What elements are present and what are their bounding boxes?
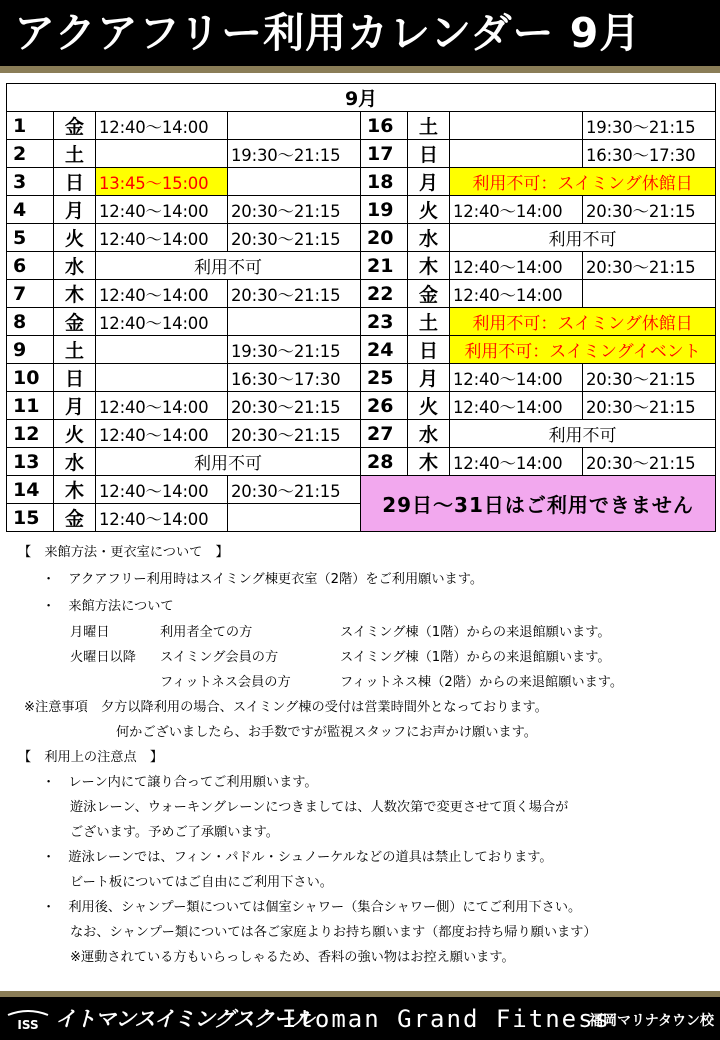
calendar-slot-afternoon: 12:40～14:00 bbox=[450, 252, 583, 280]
access-route-fitness-2f: フィットネス棟（2階）からの来退館願います。 bbox=[340, 675, 624, 690]
calendar-day-number: 15 bbox=[7, 504, 54, 532]
calendar-weekday: 土 bbox=[54, 140, 96, 168]
access-day-monday: 月曜日 bbox=[70, 625, 110, 640]
usage-note-2b: ビート板についてはご自由にご利用下さい。 bbox=[70, 875, 333, 890]
calendar-slot-afternoon: 12:40～14:00 bbox=[96, 196, 228, 224]
calendar-unavailable: 利用不可 bbox=[450, 224, 716, 252]
calendar-weekday: 火 bbox=[408, 392, 450, 420]
calendar-weekday: 金 bbox=[408, 280, 450, 308]
calendar-weekday: 土 bbox=[54, 336, 96, 364]
calendar-slot-afternoon: 12:40～14:00 bbox=[96, 112, 228, 140]
access-who-all: 利用者全ての方 bbox=[160, 625, 253, 640]
calendar-slot-afternoon: 12:40～14:00 bbox=[450, 448, 583, 476]
calendar-weekday: 水 bbox=[54, 448, 96, 476]
calendar-row bbox=[7, 280, 716, 308]
calendar-slot-evening: 19:30～21:15 bbox=[583, 112, 716, 140]
calendar-slot-evening: 19:30～21:15 bbox=[228, 336, 361, 364]
calendar-weekday: 水 bbox=[408, 420, 450, 448]
calendar-weekday: 火 bbox=[408, 196, 450, 224]
calendar-slot-afternoon: 12:40～14:00 bbox=[96, 224, 228, 252]
calendar-slot-afternoon: 12:40～14:00 bbox=[96, 308, 228, 336]
calendar-slot-afternoon bbox=[96, 140, 228, 168]
calendar-weekday: 月 bbox=[408, 168, 450, 196]
page-title: アクアフリー利用カレンダー 9月 bbox=[14, 9, 642, 57]
calendar-slot-evening: 20:30～21:15 bbox=[228, 392, 361, 420]
calendar-day-number: 7 bbox=[7, 280, 54, 308]
calendar-row bbox=[7, 420, 716, 448]
calendar-slot-evening: 20:30～21:15 bbox=[228, 420, 361, 448]
calendar-slot-afternoon bbox=[96, 364, 228, 392]
calendar-day-number: 28 bbox=[361, 448, 408, 476]
calendar-weekday: 土 bbox=[408, 112, 450, 140]
calendar-row bbox=[7, 336, 716, 364]
calendar-day-number: 20 bbox=[361, 224, 408, 252]
calendar-row bbox=[7, 448, 716, 476]
school-name-en: Itoman Grand Fitness bbox=[282, 1005, 611, 1033]
calendar-day-number: 4 bbox=[7, 196, 54, 224]
calendar-weekday: 金 bbox=[54, 112, 96, 140]
calendar-slot-evening: 20:30～21:15 bbox=[583, 448, 716, 476]
calendar-day-number: 9 bbox=[7, 336, 54, 364]
calendar-weekday: 日 bbox=[408, 336, 450, 364]
header-bar bbox=[0, 0, 720, 66]
calendar-slot-evening: 16:30～17:30 bbox=[583, 140, 716, 168]
calendar-day-number: 19 bbox=[361, 196, 408, 224]
calendar-day-number: 2 bbox=[7, 140, 54, 168]
calendar-slot-afternoon bbox=[450, 140, 583, 168]
calendar-row bbox=[7, 140, 716, 168]
calendar-slot-afternoon: 12:40～14:00 bbox=[450, 364, 583, 392]
calendar-day-number: 22 bbox=[361, 280, 408, 308]
calendar-weekday: 月 bbox=[408, 364, 450, 392]
calendar-row bbox=[7, 112, 716, 140]
notes-heading-access: 【 来館方法・更衣室について 】 bbox=[18, 545, 229, 560]
calendar-slot-afternoon: 12:40～14:00 bbox=[96, 476, 228, 504]
calendar-slot-evening: 20:30～21:15 bbox=[583, 364, 716, 392]
calendar-weekday: 木 bbox=[408, 252, 450, 280]
calendar-day-number: 5 bbox=[7, 224, 54, 252]
calendar-slot-evening: 16:30～17:30 bbox=[228, 364, 361, 392]
calendar-slot-afternoon: 12:40～14:00 bbox=[96, 280, 228, 308]
footer-bar bbox=[0, 997, 720, 1040]
calendar-slot-evening: 19:30～21:15 bbox=[228, 140, 361, 168]
calendar-row bbox=[7, 308, 716, 336]
branch-name: 福岡マリナタウン校 bbox=[589, 1013, 715, 1029]
calendar-slot-evening bbox=[228, 168, 361, 196]
calendar-month: 9月 bbox=[7, 84, 716, 112]
calendar-day-number: 26 bbox=[361, 392, 408, 420]
calendar-day-number: 17 bbox=[361, 140, 408, 168]
calendar-row bbox=[7, 168, 716, 196]
calendar-row bbox=[7, 392, 716, 420]
calendar-row bbox=[7, 476, 716, 504]
calendar-day-number: 16 bbox=[361, 112, 408, 140]
calendar-month-row bbox=[7, 84, 716, 112]
calendar-slot-afternoon bbox=[450, 112, 583, 140]
calendar-closed-alert: 利用不可：スイミング休館日 bbox=[450, 308, 716, 336]
calendar-day-number: 1 bbox=[7, 112, 54, 140]
calendar-day-number: 24 bbox=[361, 336, 408, 364]
school-name-jp: イトマンスイミングスクール bbox=[55, 1007, 313, 1031]
calendar-slot-evening: 20:30～21:15 bbox=[228, 196, 361, 224]
calendar-slot-afternoon: 12:40～14:00 bbox=[450, 280, 583, 308]
calendar-weekday: 月 bbox=[54, 392, 96, 420]
calendar-slot-evening: 20:30～21:15 bbox=[228, 280, 361, 308]
calendar-unavailable: 利用不可 bbox=[450, 420, 716, 448]
calendar-weekday: 水 bbox=[408, 224, 450, 252]
calendar-slot-evening: 20:30～21:15 bbox=[228, 224, 361, 252]
calendar-unavailable: 利用不可 bbox=[96, 252, 361, 280]
calendar-day-number: 25 bbox=[361, 364, 408, 392]
header-accent-rule bbox=[0, 66, 720, 73]
calendar-slot-evening bbox=[228, 308, 361, 336]
calendar-day-number: 11 bbox=[7, 392, 54, 420]
calendar-weekday: 日 bbox=[408, 140, 450, 168]
calendar-day-number: 6 bbox=[7, 252, 54, 280]
calendar-slot-evening bbox=[228, 112, 361, 140]
calendar-day-number: 12 bbox=[7, 420, 54, 448]
calendar-weekday: 火 bbox=[54, 224, 96, 252]
calendar-closed-note: 29日～31日はご利用できません bbox=[361, 476, 716, 532]
calendar-slot-afternoon: 12:40～14:00 bbox=[96, 392, 228, 420]
usage-note-1a: ・ レーン内にて譲り合ってご利用願います。 bbox=[42, 775, 318, 790]
calendar-weekday: 金 bbox=[54, 504, 96, 532]
calendar-day-number: 8 bbox=[7, 308, 54, 336]
calendar-row bbox=[7, 196, 716, 224]
calendar-slot-evening bbox=[228, 504, 361, 532]
calendar-day-number: 14 bbox=[7, 476, 54, 504]
calendar-row bbox=[7, 364, 716, 392]
usage-note-1c: ございます。予めご了承願います。 bbox=[70, 825, 279, 840]
calendar-day-number: 3 bbox=[7, 168, 54, 196]
calendar-slot-afternoon bbox=[96, 336, 228, 364]
calendar-weekday: 金 bbox=[54, 308, 96, 336]
calendar-slot-afternoon: 12:40～14:00 bbox=[96, 504, 228, 532]
caution-line-2: 何かございましたら、お手数ですが監視スタッフにお声かけ願います。 bbox=[116, 725, 537, 740]
calendar-slot-evening: 20:30～21:15 bbox=[583, 392, 716, 420]
access-route-swimming-1f: スイミング棟（1階）からの来退館願います。 bbox=[340, 625, 611, 640]
calendar-slot-afternoon: 12:40～14:00 bbox=[96, 420, 228, 448]
calendar-weekday: 日 bbox=[54, 364, 96, 392]
calendar-slot-afternoon: 13:45～15:00 bbox=[96, 168, 228, 196]
access-who-fitness: フィットネス会員の方 bbox=[160, 675, 291, 690]
notes-heading-usage: 【 利用上の注意点 】 bbox=[18, 750, 164, 765]
calendar-closed-alert: 利用不可：スイミング休館日 bbox=[450, 168, 716, 196]
access-route-swimming-1f-2: スイミング棟（1階）からの来退館願います。 bbox=[340, 650, 611, 665]
access-who-swimming: スイミング会員の方 bbox=[160, 650, 279, 665]
usage-note-2a: ・ 遊泳レーンでは、フィン・パドル・シュノーケルなどの道具は禁止しております。 bbox=[42, 850, 553, 865]
calendar-day-number: 13 bbox=[7, 448, 54, 476]
caution-line-1: ※注意事項 夕方以降利用の場合、スイミング棟の受付は営業時間外となっております。 bbox=[24, 700, 548, 715]
calendar-closed-alert: 利用不可：スイミングイベント bbox=[450, 336, 716, 364]
calendar-day-number: 27 bbox=[361, 420, 408, 448]
calendar-slot-evening: 20:30～21:15 bbox=[228, 476, 361, 504]
iss-logo-text: ISS bbox=[17, 1018, 39, 1031]
calendar-unavailable: 利用不可 bbox=[96, 448, 361, 476]
calendar-slot-evening: 20:30～21:15 bbox=[583, 196, 716, 224]
calendar-weekday: 土 bbox=[408, 308, 450, 336]
calendar-weekday: 日 bbox=[54, 168, 96, 196]
calendar-weekday: 火 bbox=[54, 420, 96, 448]
calendar-slot-afternoon: 12:40～14:00 bbox=[450, 196, 583, 224]
calendar-slot-evening: 20:30～21:15 bbox=[583, 252, 716, 280]
calendar-weekday: 木 bbox=[54, 476, 96, 504]
calendar-day-number: 10 bbox=[7, 364, 54, 392]
usage-note-3b: なお、シャンプー類については各ご家庭よりお持ち願います（都度お持ち帰り願います） bbox=[70, 925, 597, 940]
calendar-day-number: 21 bbox=[361, 252, 408, 280]
calendar-weekday: 水 bbox=[54, 252, 96, 280]
calendar-slot-afternoon: 12:40～14:00 bbox=[450, 392, 583, 420]
usage-note-3a: ・ 利用後、シャンプー類については個室シャワー（集合シャワー側）にてご利用下さい。 bbox=[42, 900, 582, 915]
iss-logo bbox=[6, 1009, 50, 1031]
usage-note-1b: 遊泳レーン、ウォーキングレーンにつきましては、人数次第で変更させて頂く場合が bbox=[70, 800, 569, 815]
calendar-day-number: 18 bbox=[361, 168, 408, 196]
note-locker-room: ・ アクアフリー利用時はスイミング棟更衣室（2階）をご利用願います。 bbox=[42, 572, 484, 587]
usage-note-3c: ※運動されている方もいらっしゃるため、香料の強い物はお控え願います。 bbox=[70, 950, 515, 965]
calendar-day-number: 23 bbox=[361, 308, 408, 336]
calendar-weekday: 木 bbox=[54, 280, 96, 308]
access-day-tuesday: 火曜日以降 bbox=[70, 650, 136, 665]
calendar-slot-evening bbox=[583, 280, 716, 308]
note-access-method: ・ 来館方法について bbox=[42, 599, 174, 614]
calendar-weekday: 月 bbox=[54, 196, 96, 224]
calendar-row bbox=[7, 252, 716, 280]
calendar-table bbox=[6, 83, 716, 532]
calendar-body bbox=[7, 84, 716, 532]
calendar-row bbox=[7, 224, 716, 252]
calendar-weekday: 木 bbox=[408, 448, 450, 476]
